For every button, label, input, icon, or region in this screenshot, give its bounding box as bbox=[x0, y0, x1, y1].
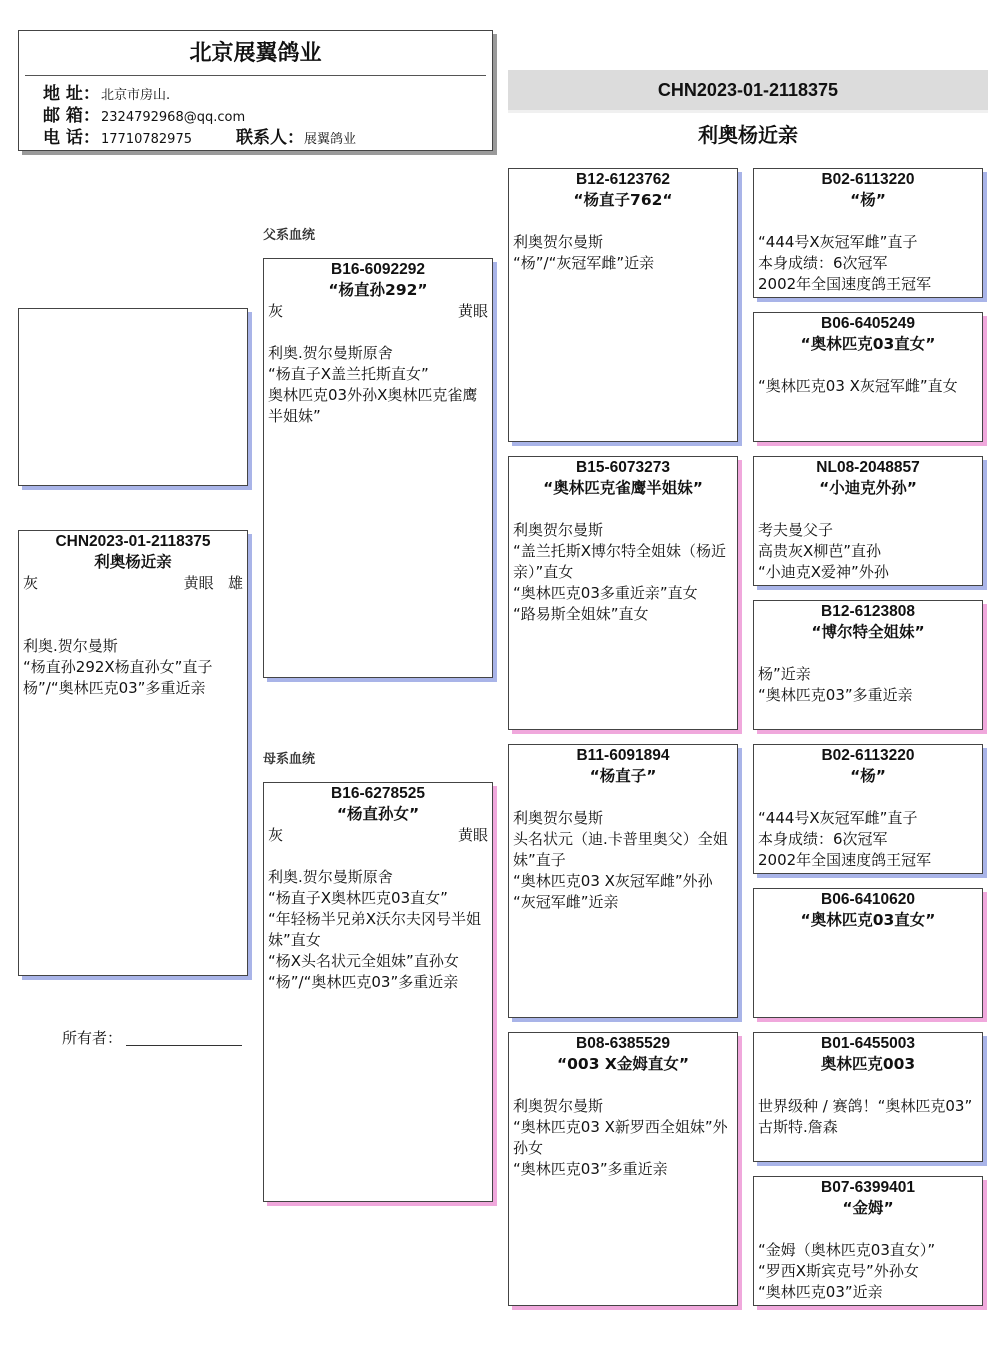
note-line: “奥林匹克03”多重近亲 bbox=[513, 1160, 668, 1178]
owner-label: 所有者： bbox=[62, 1029, 123, 1047]
note-line: 利奥.贺尔曼斯原舍 bbox=[268, 868, 393, 886]
note-line: 2002年全国速度鸽王冠军 bbox=[758, 851, 932, 869]
sds-card bbox=[753, 456, 983, 586]
note-line: 世界级种 / 赛鸽！“奥林匹克03” bbox=[758, 1097, 973, 1115]
note-line: “444号X灰冠军雌”直子 bbox=[758, 233, 918, 251]
note-line: 考夫曼父子 bbox=[758, 521, 834, 539]
owner-blank-line bbox=[126, 1031, 242, 1046]
note-line: 杨”/“奥林匹克03”多重近亲 bbox=[23, 679, 206, 697]
note-line: 本身成绩：6次冠军 bbox=[758, 830, 888, 848]
ring-number: B02-6113220 bbox=[821, 171, 915, 188]
sire-dam-card bbox=[508, 456, 738, 730]
dsd-card bbox=[753, 888, 983, 1018]
note-line: 利奥贺尔曼斯 bbox=[513, 1097, 604, 1115]
ring-number: B06-6410620 bbox=[821, 891, 915, 908]
subject-pigeon-card bbox=[18, 530, 248, 976]
ring-number: B07-6399401 bbox=[821, 1179, 915, 1196]
note-line: 奥林匹克03外孙X奥林匹克雀鹰半姐妹” bbox=[268, 386, 478, 425]
color-value: 灰 bbox=[268, 826, 284, 844]
photo-placeholder bbox=[18, 308, 248, 486]
note-line: “杨”/“灰冠军雌”近亲 bbox=[513, 254, 655, 272]
phone-label: 电 话： bbox=[43, 128, 100, 148]
sss-card bbox=[753, 168, 983, 298]
ring-number: B06-6405249 bbox=[821, 315, 915, 332]
note-line: 利奥.贺尔曼斯原舍 bbox=[268, 344, 393, 362]
owner-field bbox=[62, 1028, 242, 1049]
note-line: 本身成绩：6次冠军 bbox=[758, 254, 888, 272]
ring-number: B11-6091894 bbox=[576, 747, 670, 764]
pigeon-name: “小迪克外孙” bbox=[819, 479, 917, 497]
eye-value: 黄眼 bbox=[183, 574, 214, 592]
address-value: 北京市房山. bbox=[101, 88, 171, 103]
ring-number: B16-6278525 bbox=[331, 785, 425, 802]
note-line: “奥林匹克03”多重近亲 bbox=[758, 686, 913, 704]
sdd-card bbox=[753, 600, 983, 730]
note-line: “罗西X斯宾克号”外孙女 bbox=[758, 1262, 919, 1280]
note-line: “盖兰托斯X博尔特全姐妹（杨近亲）”直女 bbox=[513, 542, 727, 581]
note-line: “奥林匹克03 X新罗西全姐妹”外孙女 bbox=[513, 1118, 728, 1157]
note-line: “杨直孙292X杨直孙女”直子 bbox=[23, 658, 213, 676]
note-line: “小迪克X爱神”外孙 bbox=[758, 563, 889, 581]
address-label: 地 址： bbox=[43, 84, 100, 104]
pigeon-name: “杨直子” bbox=[589, 767, 657, 785]
eye-value: 黄眼 bbox=[457, 302, 488, 320]
note-line: “杨直子X奥林匹克03直女” bbox=[268, 889, 448, 907]
pigeon-name: “奥林匹克雀鹰半姐妹” bbox=[543, 479, 703, 497]
ring-number: B16-6092292 bbox=[331, 261, 425, 278]
dss-card bbox=[753, 744, 983, 874]
ssd-card bbox=[753, 312, 983, 442]
ring-banner: CHN2023-01-2118375 bbox=[508, 70, 988, 113]
pigeon-name: 利奥杨近亲 bbox=[94, 553, 172, 571]
note-line: 利奥.贺尔曼斯 bbox=[23, 637, 118, 655]
color-value: 灰 bbox=[23, 574, 39, 592]
dam-dam-card bbox=[508, 1032, 738, 1306]
dam-section-label: 母系血统 bbox=[263, 752, 316, 767]
note-line: 利奥贺尔曼斯 bbox=[513, 521, 604, 539]
note-line: “路易斯全姐妹”直女 bbox=[513, 605, 649, 623]
pigeon-name: “003 X金姆直女” bbox=[556, 1055, 690, 1073]
note-line: “年轻杨半兄弟X沃尔夫冈号半姐妹”直女 bbox=[268, 910, 482, 949]
note-line: 头名状元（迪.卡普里奥父）全姐妹”直子 bbox=[513, 830, 728, 869]
eye-value: 黄眼 bbox=[457, 826, 488, 844]
note-line: “杨X头名状元全姐妹”直孙女 bbox=[268, 952, 459, 970]
ring-number: CHN2023-01-2118375 bbox=[55, 533, 211, 550]
note-line: 杨”近亲 bbox=[758, 665, 811, 683]
pigeon-name: “奥林匹克03直女” bbox=[800, 911, 936, 929]
phone-value: 17710782975 bbox=[101, 132, 192, 147]
note-line: “奥林匹克03 X灰冠军雌”直女 bbox=[758, 377, 958, 395]
note-line: 2002年全国速度鸽王冠军 bbox=[758, 275, 932, 293]
ddd-card bbox=[753, 1176, 983, 1306]
note-line: “杨直子X盖兰托斯直女” bbox=[268, 365, 429, 383]
note-line: “灰冠军雌”近亲 bbox=[513, 893, 619, 911]
note-line: “金姆（奥林匹克03直女）” bbox=[758, 1241, 936, 1259]
pigeon-name: “金姆” bbox=[842, 1199, 894, 1217]
ring-number: B02-6113220 bbox=[821, 747, 915, 764]
breeder-header-card bbox=[18, 30, 493, 151]
contact-label: 联系人： bbox=[235, 128, 304, 148]
sire-section-label: 父系血统 bbox=[263, 228, 316, 243]
sex-value: 雄 bbox=[227, 574, 243, 592]
pigeon-name: “杨直子762“ bbox=[573, 191, 673, 209]
note-line: “奥林匹克03 X灰冠军雌”外孙 bbox=[513, 872, 713, 890]
dam-card bbox=[263, 782, 493, 1202]
ring-number: NL08-2048857 bbox=[816, 459, 920, 476]
note-line: 高贵灰X柳芭”直孙 bbox=[758, 542, 882, 560]
note-line: “奥林匹克03”近亲 bbox=[758, 1283, 883, 1301]
pigeon-name: “杨” bbox=[850, 191, 886, 209]
ring-number: B12-6123762 bbox=[576, 171, 670, 188]
note-line: “444号X灰冠军雌”直子 bbox=[758, 809, 918, 827]
note-line: “奥林匹克03多重近亲”直女 bbox=[513, 584, 698, 602]
note-line: 利奥贺尔曼斯 bbox=[513, 809, 604, 827]
pigeon-name: 奥林匹克003 bbox=[820, 1055, 916, 1073]
farm-name: 北京展翼鸽业 bbox=[189, 41, 322, 66]
pigeon-name: “杨直孙292” bbox=[328, 281, 428, 299]
pigeon-title: 利奥杨近亲 bbox=[698, 123, 798, 147]
ring-number: B15-6073273 bbox=[576, 459, 670, 476]
color-value: 灰 bbox=[268, 302, 284, 320]
pigeon-name: “杨直孙女” bbox=[336, 805, 420, 823]
email-label: 邮 箱： bbox=[43, 106, 100, 126]
note-line: 古斯特.詹森 bbox=[758, 1118, 838, 1136]
note-line: 利奥贺尔曼斯 bbox=[513, 233, 604, 251]
ring-number: B12-6123808 bbox=[821, 603, 915, 620]
email-value: 2324792968@qq.com bbox=[101, 110, 246, 125]
dam-sire-card bbox=[508, 744, 738, 1018]
dds-card bbox=[753, 1032, 983, 1162]
sire-card bbox=[263, 258, 493, 678]
pigeon-name: “博尔特全姐妹” bbox=[811, 623, 925, 641]
pigeon-name: “奥林匹克03直女” bbox=[800, 335, 936, 353]
ring-number: B01-6455003 bbox=[821, 1035, 915, 1052]
note-line: “杨”/“奥林匹克03”多重近亲 bbox=[268, 973, 459, 991]
ring-number: B08-6385529 bbox=[576, 1035, 670, 1052]
contact-value: 展翼鸽业 bbox=[303, 132, 356, 147]
sire-sire-card bbox=[508, 168, 738, 442]
pigeon-name: “杨” bbox=[850, 767, 886, 785]
